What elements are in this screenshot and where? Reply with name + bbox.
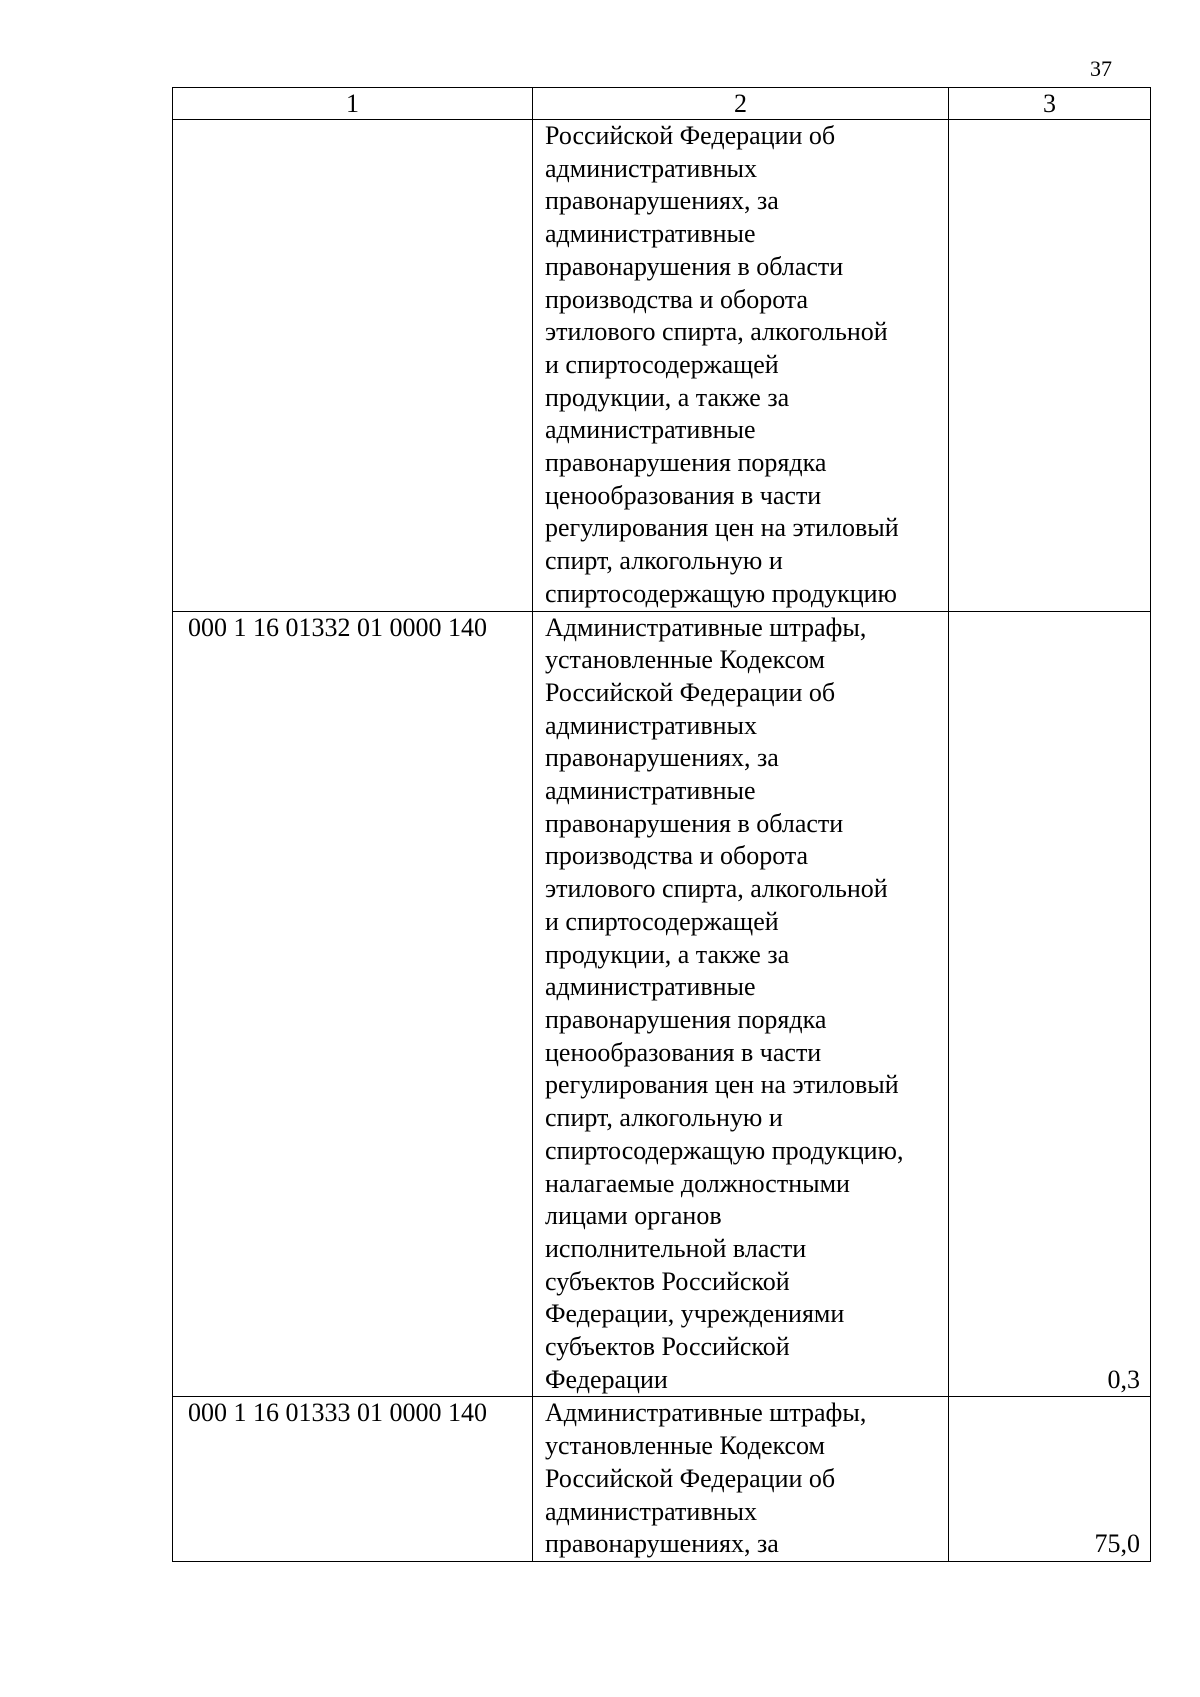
description-line: налагаемые должностными <box>545 1168 850 1198</box>
budget-code-cell: 000 1 16 01332 01 0000 140 <box>173 611 533 1397</box>
header-cell-description: 2 <box>533 88 949 120</box>
description-line: и спиртосодержащей <box>545 906 779 936</box>
description-line: регулирования цен на этиловый <box>545 513 899 543</box>
description-line: продукции, а также за <box>545 382 790 412</box>
description-line: Административные штрафы, <box>545 612 867 642</box>
table-header-row <box>173 88 1151 120</box>
amount-cell <box>949 120 1151 612</box>
description-line: регулирования цен на этиловый <box>545 1070 899 1100</box>
description-line: Российской Федерации об <box>545 677 836 707</box>
description-line: продукции, а также за <box>545 939 790 969</box>
description-line: ценообразования в части <box>545 1037 822 1067</box>
description-cell <box>533 120 949 612</box>
description-cell <box>533 1397 949 1562</box>
description-line: спиртосодержащую продукцию <box>545 578 897 608</box>
header-cell-amount: 3 <box>949 88 1151 120</box>
description-line: производства и оборота <box>545 841 809 871</box>
description-line: правонарушения в области <box>545 251 844 281</box>
description-line: производства и оборота <box>545 284 809 314</box>
description-line: административные <box>545 415 756 445</box>
description-line: административные <box>545 776 756 806</box>
table-row <box>173 1397 1151 1562</box>
amount-cell: 0,3 <box>949 611 1151 1397</box>
table-row <box>173 611 1151 1397</box>
description-line: установленные Кодексом <box>545 1431 826 1461</box>
description-line: правонарушениях, за <box>545 743 779 773</box>
description-line: ценообразования в части <box>545 480 822 510</box>
description-line: спирт, алкогольную и <box>545 546 783 576</box>
page-number: 37 <box>1090 56 1112 81</box>
description-line: административные <box>545 972 756 1002</box>
amount-cell: 75,0 <box>949 1397 1151 1562</box>
description-line: Российской Федерации об <box>545 121 836 150</box>
description-line: административных <box>545 710 757 740</box>
description-line: Федерации, учреждениями <box>545 1299 845 1329</box>
description-line: правонарушения порядка <box>545 1004 827 1034</box>
description-line: административных <box>545 1496 757 1526</box>
description-line: Российской Федерации об <box>545 1463 836 1493</box>
description-line: субъектов Российской <box>545 1266 790 1296</box>
description-line: правонарушения порядка <box>545 448 827 478</box>
table-row <box>173 120 1151 612</box>
description-line: правонарушения в области <box>545 808 844 838</box>
description-line: административных <box>545 153 757 183</box>
description-line: спиртосодержащую продукцию, <box>545 1135 904 1165</box>
budget-code-cell <box>173 120 533 612</box>
budget-code-cell: 000 1 16 01333 01 0000 140 <box>173 1397 533 1562</box>
header-cell-code: 1 <box>173 88 533 120</box>
description-line: правонарушениях, за <box>545 1529 779 1559</box>
description-line: установленные Кодексом <box>545 645 826 675</box>
description-cell <box>533 611 949 1397</box>
description-line: правонарушениях, за <box>545 186 779 216</box>
description-line: Федерации <box>545 1364 668 1394</box>
description-line: лицами органов <box>545 1201 722 1231</box>
description-line: этилового спирта, алкогольной <box>545 317 888 347</box>
description-line: Административные штрафы, <box>545 1398 867 1428</box>
description-line: административные <box>545 219 756 249</box>
description-line: этилового спирта, алкогольной <box>545 874 888 904</box>
description-line: и спиртосодержащей <box>545 349 779 379</box>
description-line: спирт, алкогольную и <box>545 1103 783 1133</box>
description-line: исполнительной власти <box>545 1233 807 1263</box>
description-line: субъектов Российской <box>545 1332 790 1362</box>
revenue-table <box>172 87 1151 1562</box>
